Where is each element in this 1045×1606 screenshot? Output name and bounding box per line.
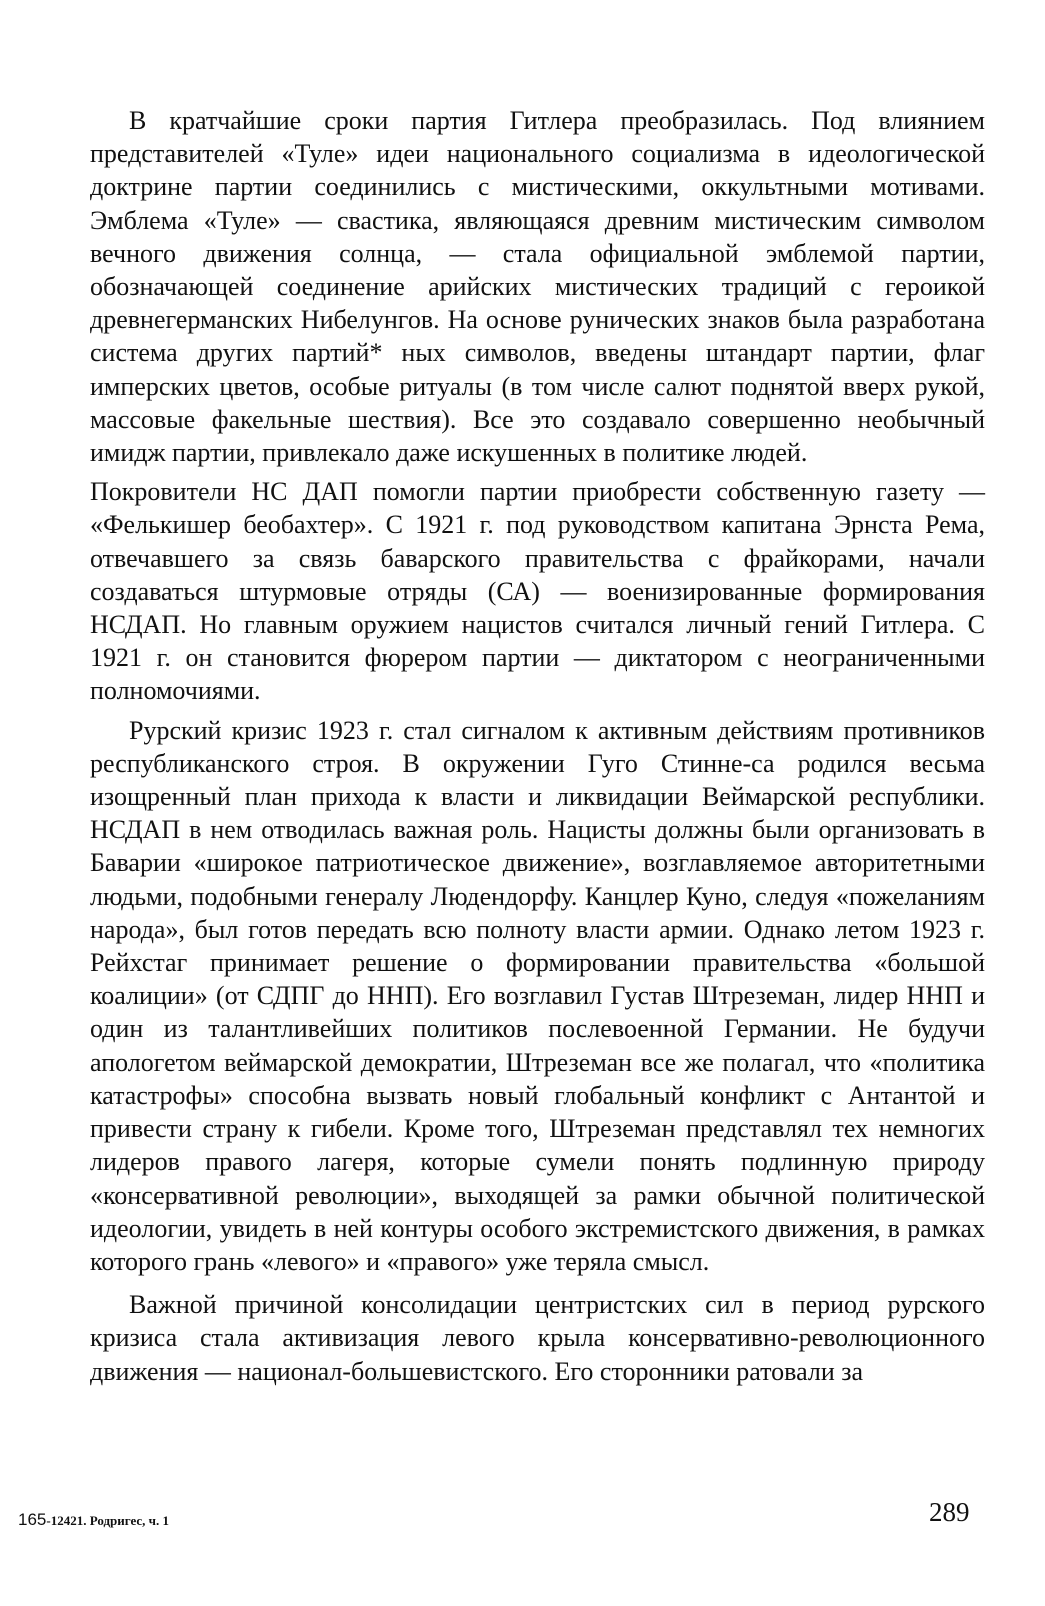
paragraph-4: Важной причиной консолидации центристских сил в период рурского кризиса стала активизация левого крыла консервативно-революционного движения — национал-большевистского. Его сторонники ратовали за — [90, 1290, 985, 1386]
page-number: 289 — [929, 1497, 970, 1527]
signature-number: 165 — [18, 1510, 47, 1529]
paragraph-2: Покровители НС ДАП помогли партии приобрести собственную газету — «Фелькишер беобахтер». С 1921 г. под руководством капитана Эрнста Рема, отвечавшего за связь баварского правительства с фрайкорами, начали создаваться штурмовые отряды (СА) — военизированные формирования НСДАП. Но главным оружием нацистов считался личный гений Гитлера. С 1921 г. он становится фюрером партии — диктатором с неограниченными полномочиями. — [90, 477, 985, 706]
paragraph-3: Рурский кризис 1923 г. стал сигналом к активным действиям противников республиканского строя. В окружении Гуго Стинне-са родился весьма изощренный план прихода к власти и ликвидации Веймарской республики. НСДАП в нем отводилась важная роль. Нацисты должны были организовать в Баварии «широкое патриотическое движение», возглавляемое авторитетными людьми, подобными генералу Людендорфу. Канцлер Куно, следуя «пожеланиям народа», был готов передать всю полноту власти армии. Однако летом 1923 г. Рейхстаг принимает решение о формировании правительства «большой коалиции» (от СДПГ до ННП). Его возглавил Густав Штреземан, лидер ННП и один из талантливейших политиков послевоенной Германии. Не будучи апологетом веймарской демократии, Штреземан все же полагал, что «политика катастрофы» способна вызвать новый глобальный конфликт с Антантой и привести страну к гибели. Кроме того, Штреземан представлял тех немногих лидеров правого лагеря, которые сумели понять подлинную природу «консервативной революции», выходящей за рамки обычной политической идеологии, увидеть в ней контуры особого экстремистского движения, в рамках которого грань «левого» и «правого» уже теряла смысл. — [90, 715, 985, 1276]
signature-text: -12421. Родригес, ч. 1 — [46, 1513, 170, 1528]
body-text — [90, 104, 985, 1388]
paragraph-1: В кратчайшие сроки партия Гитлера преобразилась. Под влиянием представителей «Туле» идеи национального социализма в идеологической доктрине партии соединились с мистическими, оккультными мотивами. Эмблема «Туле» — свастика, являющаяся древним мистическим символом вечного движения солнца, — стала официальной эмблемой партии, обозначающей соединение арийских мистических традиций с героикой древнегерманских Нибелунгов. На основе рунических знаков была разработана система других партий* ных символов, введены штандарт партии, флаг имперских цветов, особые ритуалы (в том числе салют поднятой вверх рукой, массовые факельные шествия). Все это создавало совершенно необычный имидж партии, привлекало даже искушенных в политике людей. — [90, 106, 985, 468]
printer-signature — [18, 1510, 169, 1530]
